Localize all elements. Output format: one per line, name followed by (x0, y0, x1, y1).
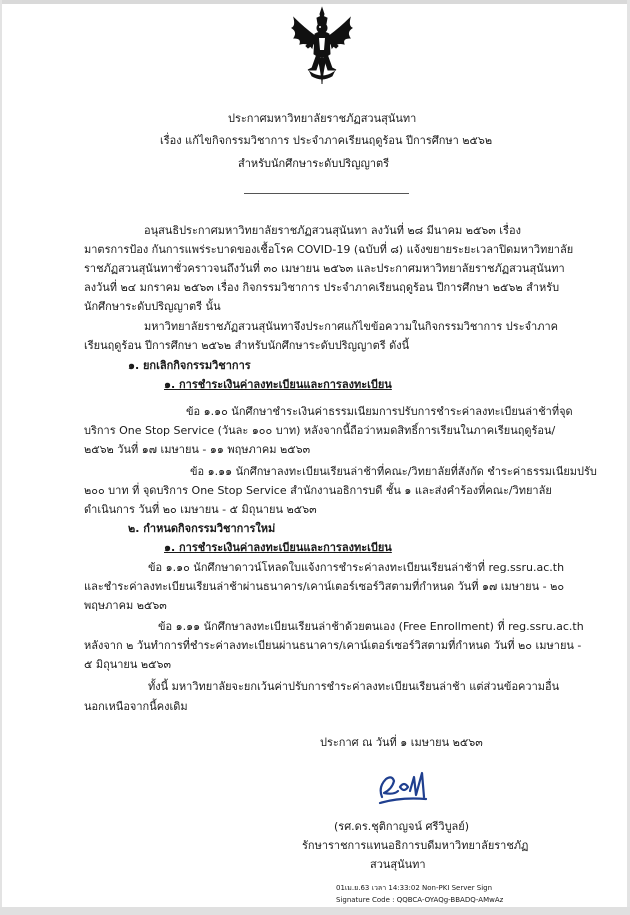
header-separator (244, 193, 409, 194)
digital-sign-stamp: 01เม.ย.63 เวลา 14:33:02 Non-PKI Server Sign (336, 884, 493, 892)
announcement-date: ประกาศ ณ วันที่ ๑ เมษายน ๒๕๖๓ (320, 736, 483, 749)
garuda-emblem-icon (286, 6, 358, 88)
signer-name: (รศ.ดร.ชุติกาญจน์ ศรีวิบูลย์) (334, 820, 470, 833)
intro-line-1: อนุสนธิประกาศมหาวิทยาลัยราชภัฏสวนสุนันทา ลงวันที่ ๒๘ มีนาคม ๒๕๖๓ เรื่อง (144, 224, 521, 237)
scan-border-left (0, 0, 2, 915)
s2-item2-line-1: ข้อ ๑.๑๑ นักศึกษาลงทะเบียนเรียนล่าช้าด้วยตนเอง (Free Enrollment) ที่ reg.ssru.ac.th (158, 620, 584, 633)
s2-item1-line-3: พฤษภาคม ๒๕๖๓ (84, 599, 167, 612)
section2-sub-heading: ๑. การชำระเงินค่าลงทะเบียนและการลงทะเบียน (164, 541, 392, 554)
s2-item1-line-2: และชำระค่าลงทะเบียนเรียนล่าช้าผ่านธนาคาร/เคาน์เตอร์เซอร์วิสตามที่กำหนด วันที่ ๑๗ เมษายน - ๒๐ (84, 580, 565, 593)
s2-item1-line-1: ข้อ ๑.๑๐ นักศึกษาดาวน์โหลดใบแจ้งการชำระค่าลงทะเบียนเรียนล่าช้าที่ reg.ssru.ac.th (148, 561, 565, 574)
para2-line-2: เรียนฤดูร้อน ปีการศึกษา ๒๕๖๒ สำหรับนักศึกษาระดับปริญญาตรี ดังนี้ (84, 339, 410, 352)
scan-border-bottom (0, 907, 630, 915)
s1-item1-line-2: บริการ One Stop Service (วันละ ๑๐๐ บาท) หลังจากนี้ถือว่าหมดสิทธิ์การเรียนในภาคเรียนฤดูร้อน/ (84, 424, 556, 437)
para2-line-1: มหาวิทยาลัยราชภัฏสวนสุนันทาจึงประกาศแก้ไขข้อความในกิจกรรมวิชาการ ประจำภาค (144, 320, 559, 333)
s1-item1-line-3: ๒๕๖๒ วันที่ ๑๗ เมษายน - ๑๑ พฤษภาคม ๒๕๖๓ (84, 443, 311, 456)
intro-line-2: มาตรการป้อง กันการแพร่ระบาดของเชื้อโรค COVID-19 (ฉบับที่ ๘) แจ้งขยายระยะเวลาปิดมหาวิทยาลัย (84, 243, 574, 256)
s1-item2-line-3: ดำเนินการ วันที่ ๒๐ เมษายน - ๕ มิถุนายน ๒๕๖๓ (84, 503, 317, 516)
scan-border-top (0, 0, 630, 4)
announcement-audience: สำหรับนักศึกษาระดับปริญญาตรี (238, 157, 390, 170)
intro-line-3: ราชภัฏสวนสุนันทาชั่วคราวจนถึงวันที่ ๓๐ เมษายน ๒๕๖๓ และประกาศมหาวิทยาลัยราชภัฏสวนสุนันทา (84, 262, 565, 275)
signer-position-line-2: สวนสุนันทา (370, 858, 426, 871)
section1-heading: ๑. ยกเลิกกิจกรรมวิชาการ (128, 359, 251, 372)
s1-item2-line-2: ๒๐๐ บาท ที่ จุดบริการ One Stop Service สำนักงานอธิการบดี ชั้น ๑ และส่งคำร้องที่คณะ/วิทยาลัย (84, 484, 552, 497)
section2-heading: ๒. กำหนดกิจกรรมวิชาการใหม่ (128, 522, 276, 535)
s1-item1-line-1: ข้อ ๑.๑๐ นักศึกษาชำระเงินค่าธรรมเนียมการปรับการชำระค่าลงทะเบียนล่าช้าที่จุด (186, 405, 573, 418)
intro-line-4: ลงวันที่ ๒๔ มกราคม ๒๕๖๓ เรื่อง กิจกรรมวิชาการ ประจำภาคเรียนฤดูร้อน ปีการศึกษา ๒๕๖๒ สำหรับ (84, 281, 560, 294)
announcement-subject: เรื่อง แก้ไขกิจกรรมวิชาการ ประจำภาคเรียนฤดูร้อน ปีการศึกษา ๒๕๖๒ (160, 134, 493, 147)
signature-code: Signature Code : QQBCA-OYAQg-BBADQ-AMwAz (336, 896, 504, 904)
section1-sub-heading: ๑. การชำระเงินค่าลงทะเบียนและการลงทะเบียน (164, 378, 392, 391)
intro-line-5: นักศึกษาระดับปริญญาตรี นั้น (84, 300, 221, 313)
closing-line-2: นอกเหนือจากนี้คงเดิม (84, 700, 188, 713)
closing-line-1: ทั้งนี้ มหาวิทยาลัยจะยกเว้นค่าปรับการชำระค่าลงทะเบียนเรียนล่าช้า แต่ส่วนข้อความอื่น (148, 680, 560, 693)
signer-position-line-1: รักษาราชการแทนอธิการบดีมหาวิทยาลัยราชภัฏ (302, 839, 529, 852)
s2-item2-line-2: หลังจาก ๒ วันทำการที่ชำระค่าลงทะเบียนผ่านธนาคาร/เคาน์เตอร์เซอร์วิสตามที่กำหนด วันที่ ๒๐ เมษายน - (84, 639, 582, 652)
s1-item2-line-1: ข้อ ๑.๑๑ นักศึกษาลงทะเบียนเรียนล่าช้าที่คณะ/วิทยาลัยที่สังกัด ชำระค่าธรรมเนียมปรับ (190, 465, 597, 478)
announcement-title: ประกาศมหาวิทยาลัยราชภัฏสวนสุนันทา (228, 112, 417, 125)
signature-icon (370, 767, 442, 811)
s2-item2-line-3: ๕ มิถุนายน ๒๕๖๓ (84, 658, 171, 671)
